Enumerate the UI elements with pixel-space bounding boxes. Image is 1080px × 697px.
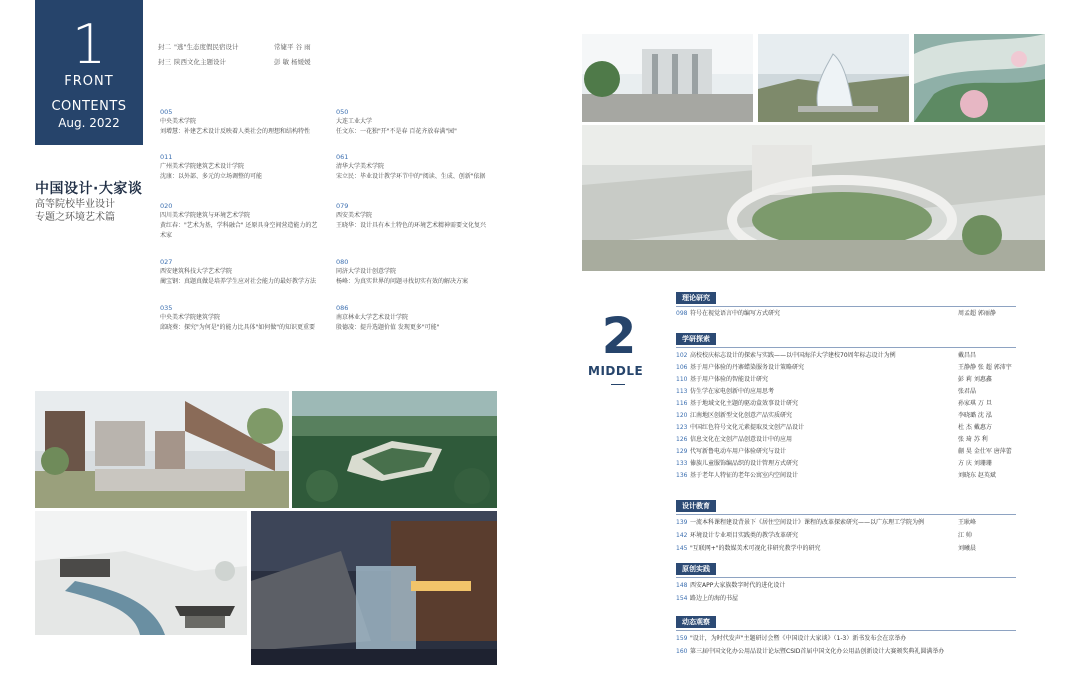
page-number: 035 <box>160 304 173 312</box>
section-divider <box>676 514 1016 515</box>
page-number: 139 <box>676 519 688 526</box>
page-number: 106 <box>676 364 688 371</box>
page-number: 080 <box>336 258 349 266</box>
article-title: 基于地域文化主题的驱动盒效事设计研究 <box>690 400 799 407</box>
school-name: 西安建筑科技大学艺术学院 <box>160 268 233 275</box>
page-number: 159 <box>676 635 688 642</box>
front-number: 1 <box>71 13 107 76</box>
toc-entry[interactable] <box>160 202 320 241</box>
school-name: 广州美术学院建筑艺术设计学院 <box>160 163 245 170</box>
courtyard-render-image <box>35 391 289 508</box>
page-number: 086 <box>336 304 349 312</box>
section-divider <box>676 577 1016 578</box>
subtitle-1: 高等院校毕业设计 <box>35 199 115 210</box>
article-title: 基于用户体验的丹寨蜡染服务设计策略研究 <box>690 364 805 371</box>
page-number: 027 <box>160 258 173 266</box>
cover-authors: 彭 敏 杨媛媛 <box>274 58 311 66</box>
page-number: 133 <box>676 460 688 467</box>
toc-row[interactable] <box>676 543 1016 555</box>
page-number: 113 <box>676 388 688 395</box>
article-title: 代写新鲁电动车用户体验研究与设计 <box>690 448 787 455</box>
article-authors: 张 琦 苏 利 <box>958 436 988 443</box>
toc-row[interactable] <box>676 386 1016 398</box>
entry-title: 蔺宝钢：真题真做是培养学生应对社会能力的最好教学方法 <box>160 278 317 285</box>
page-number: 050 <box>336 108 349 116</box>
toc-entry[interactable] <box>336 153 501 182</box>
article-authors: 孙家琪 万 旦 <box>958 400 992 407</box>
page-number: 123 <box>676 424 688 431</box>
entry-title: 沈康：以外部、多元的立场调整的可能 <box>160 173 263 180</box>
article-authors: 王耿峰 <box>958 519 977 526</box>
article-title: 仿生学在家电创新中的应用思考 <box>690 388 775 395</box>
article-authors: 江 帅 <box>958 532 972 539</box>
school-name: 清华大学美术学院 <box>336 163 385 170</box>
toc-row[interactable] <box>676 470 1016 482</box>
article-title: 一流本科课程建设背景下《居住空间设计》课程的改革探索研究——以广东理工学院为例 <box>690 519 925 526</box>
article-authors: 周孟超 郭丽静 <box>958 310 996 317</box>
article-authors: 方 庆 刘珊珊 <box>958 460 992 467</box>
toc-entry[interactable] <box>160 153 320 182</box>
water-pavilion-image <box>35 511 247 635</box>
article-authors: 王静静 张 超 郭沛宇 <box>958 364 1012 371</box>
page-number: 154 <box>676 595 688 602</box>
school-name: 大连工业大学 <box>336 118 373 125</box>
middle-number: 2 <box>601 307 637 365</box>
cover-list <box>158 40 311 70</box>
article-title: 江南地区创新型文化创意产品实质研究 <box>690 412 793 419</box>
article-authors: 蒯 昊 金仕军 唐萍蕾 <box>958 448 1012 455</box>
section-divider <box>676 306 1016 307</box>
school-name: 同济大学设计创意学院 <box>336 268 397 275</box>
toc-entry[interactable] <box>160 108 320 137</box>
entry-title: 殷德凌：提升选题价值 发现更多"可能" <box>336 324 440 331</box>
page-number: 126 <box>676 436 688 443</box>
toc-entry[interactable] <box>160 304 320 333</box>
cover-title: "逃"生态度假民宿设计 <box>174 43 239 51</box>
cover-authors: 常婕平 谷 雨 <box>274 43 311 51</box>
article-title: 中国红色符号文化元素提取及文创产品设计 <box>690 424 805 431</box>
page-number: 020 <box>160 202 173 210</box>
middle-divider <box>611 384 625 385</box>
article-title: 符号在视觉语言中的编写方式研究 <box>690 310 781 317</box>
entry-title: 邱晓葵：探究"为何是"的能力比具体"如何做"的知识更重要 <box>160 324 316 331</box>
entry-title: 任文东：一花独"开"不是春 百花齐放春满"园" <box>336 128 457 135</box>
article-title: 西安APP大家族数字时代的进化设计 <box>690 582 786 589</box>
toc-row[interactable] <box>676 646 1016 658</box>
front-date: Aug. 2022 <box>58 116 120 130</box>
section-divider <box>676 630 1016 631</box>
toc-entry[interactable] <box>160 258 320 287</box>
toc-row[interactable] <box>676 398 1016 410</box>
section-heading: 理论研究 <box>676 292 716 304</box>
article-authors: 刘晓东 赵英斌 <box>958 472 996 479</box>
front-block <box>35 0 143 145</box>
page-number: 160 <box>676 648 688 655</box>
landscape-plan-image <box>914 34 1045 122</box>
title-block <box>35 178 142 224</box>
entry-title: 黄红春："艺术为基，学科融合" 还原具身空间营造能力的艺术家 <box>160 222 318 239</box>
article-title: 信息文化在文创产品创意设计中的应用 <box>690 436 793 443</box>
page-number: 116 <box>676 400 688 407</box>
front-contents: CONTENTS <box>51 99 127 114</box>
glass-sculpture-image <box>758 34 909 122</box>
toc-entry[interactable] <box>336 202 501 231</box>
article-title: 傣族儿童服饰编品织的设计管理方式研究 <box>690 460 799 467</box>
toc-row[interactable] <box>676 517 1016 529</box>
subtitle-2: 专题之环境艺术篇 <box>35 212 115 223</box>
page-number: 136 <box>676 472 688 479</box>
article-title: 高校校庆标志设计的探索与实践——以中国海洋大学建校70周年标志设计为例 <box>690 352 896 359</box>
page-number: 129 <box>676 448 688 455</box>
section-divider <box>676 347 1016 348</box>
toc-row[interactable] <box>676 446 1016 458</box>
page-number: 102 <box>676 352 688 359</box>
article-authors: 戴昌昌 <box>958 352 977 359</box>
middle-word: MIDDLE <box>588 364 644 378</box>
article-title: 路边上的海的书屋 <box>690 595 739 602</box>
toc-row[interactable] <box>676 458 1016 470</box>
page-number: 061 <box>336 153 349 161</box>
toc-entry[interactable] <box>336 304 501 333</box>
article-authors: 杜 杰 戴惠方 <box>958 424 992 431</box>
plaza-render-image <box>582 34 753 122</box>
toc-row[interactable] <box>676 410 1016 422</box>
aerial-forest-image <box>292 391 497 508</box>
page-number: 011 <box>160 153 173 161</box>
page-number: 148 <box>676 582 688 589</box>
toc-entry[interactable] <box>336 108 501 137</box>
article-title: "设计，为时代发声"主题研讨会暨《中国设计大家谈》（1-3）新书发布会在京举办 <box>690 635 907 642</box>
article-title: 基于老年人特征的老年公寓室内空间设计 <box>690 472 799 479</box>
school-name: 中央美术学院 <box>160 118 197 125</box>
school-name: 四川美术学院建筑与环境艺术学院 <box>160 212 251 219</box>
article-authors <box>958 646 1016 658</box>
toc-row[interactable] <box>676 374 1016 386</box>
article-authors: 张君晶 <box>958 388 977 395</box>
entry-title: 王晓华：设计具有本土特色的环境艺术精神需要文化复兴 <box>336 222 487 229</box>
cover-title: 陕西文化主题设计 <box>174 58 226 66</box>
toc-row[interactable] <box>676 530 1016 542</box>
page-number: 145 <box>676 545 688 552</box>
main-title: 中国设计·大家谈 <box>35 181 143 197</box>
night-building-image <box>251 511 497 665</box>
cover-label: 封二 <box>158 43 171 51</box>
toc-row[interactable] <box>676 593 1016 605</box>
section-heading: 动态观察 <box>676 616 716 628</box>
article-authors: 彭 莉 刘惠鑫 <box>958 376 992 383</box>
entry-title: 杨峰：为真实世界的问题寻找切实有效的解决方案 <box>336 278 469 285</box>
page-number: 098 <box>676 310 688 317</box>
article-authors <box>958 593 1016 605</box>
entry-title: 宋立民：毕业设计教学环节中的"阅读、生成、创新"依据 <box>336 173 486 180</box>
front-word: FRONT <box>64 74 114 89</box>
toc-row[interactable] <box>676 633 1016 645</box>
cover-label: 封三 <box>158 58 171 66</box>
section-heading: 原创实践 <box>676 563 716 575</box>
school-name: 西安美术学院 <box>336 212 373 219</box>
school-name: 南京林业大学艺术设计学院 <box>336 314 409 321</box>
toc-row[interactable] <box>676 308 1016 320</box>
toc-row[interactable] <box>676 350 1016 362</box>
page-number: 142 <box>676 532 688 539</box>
page-number: 120 <box>676 412 688 419</box>
loop-building-aerial-image <box>582 125 1045 271</box>
toc-row[interactable] <box>676 422 1016 434</box>
article-authors: 刘曦晨 <box>958 545 977 552</box>
cover-item <box>158 40 311 55</box>
page-number: 110 <box>676 376 688 383</box>
page-number: 005 <box>160 108 173 116</box>
article-title: 基于用户体验的智能设计研究 <box>690 376 769 383</box>
section-heading: 设计教育 <box>676 500 716 512</box>
entry-title: 刘增慧：补建艺术设计反映着人类社会的理想和结构特性 <box>160 128 311 135</box>
article-title: 环境设计专业项目实践类的教学改革研究 <box>690 532 799 539</box>
school-name: 中央美术学院建筑学院 <box>160 314 221 321</box>
toc-row[interactable] <box>676 434 1016 446</box>
article-authors <box>958 580 1016 592</box>
toc-row[interactable] <box>676 362 1016 374</box>
article-authors <box>958 633 1016 645</box>
page-number: 079 <box>336 202 349 210</box>
article-authors: 李晓璐 沈 泓 <box>958 412 992 419</box>
cover-item <box>158 55 311 70</box>
article-title: "互联网+"的数媒美术可视化非研究教学中的研究 <box>690 545 821 552</box>
section-heading: 学研探索 <box>676 333 716 345</box>
toc-entry[interactable] <box>336 258 501 287</box>
article-title: 第三届中国文化办公用品设计论坛暨CSID首届中国文化办公用品创新设计大赛颁奖典礼圆满举办 <box>690 648 945 655</box>
toc-row[interactable] <box>676 580 1016 592</box>
